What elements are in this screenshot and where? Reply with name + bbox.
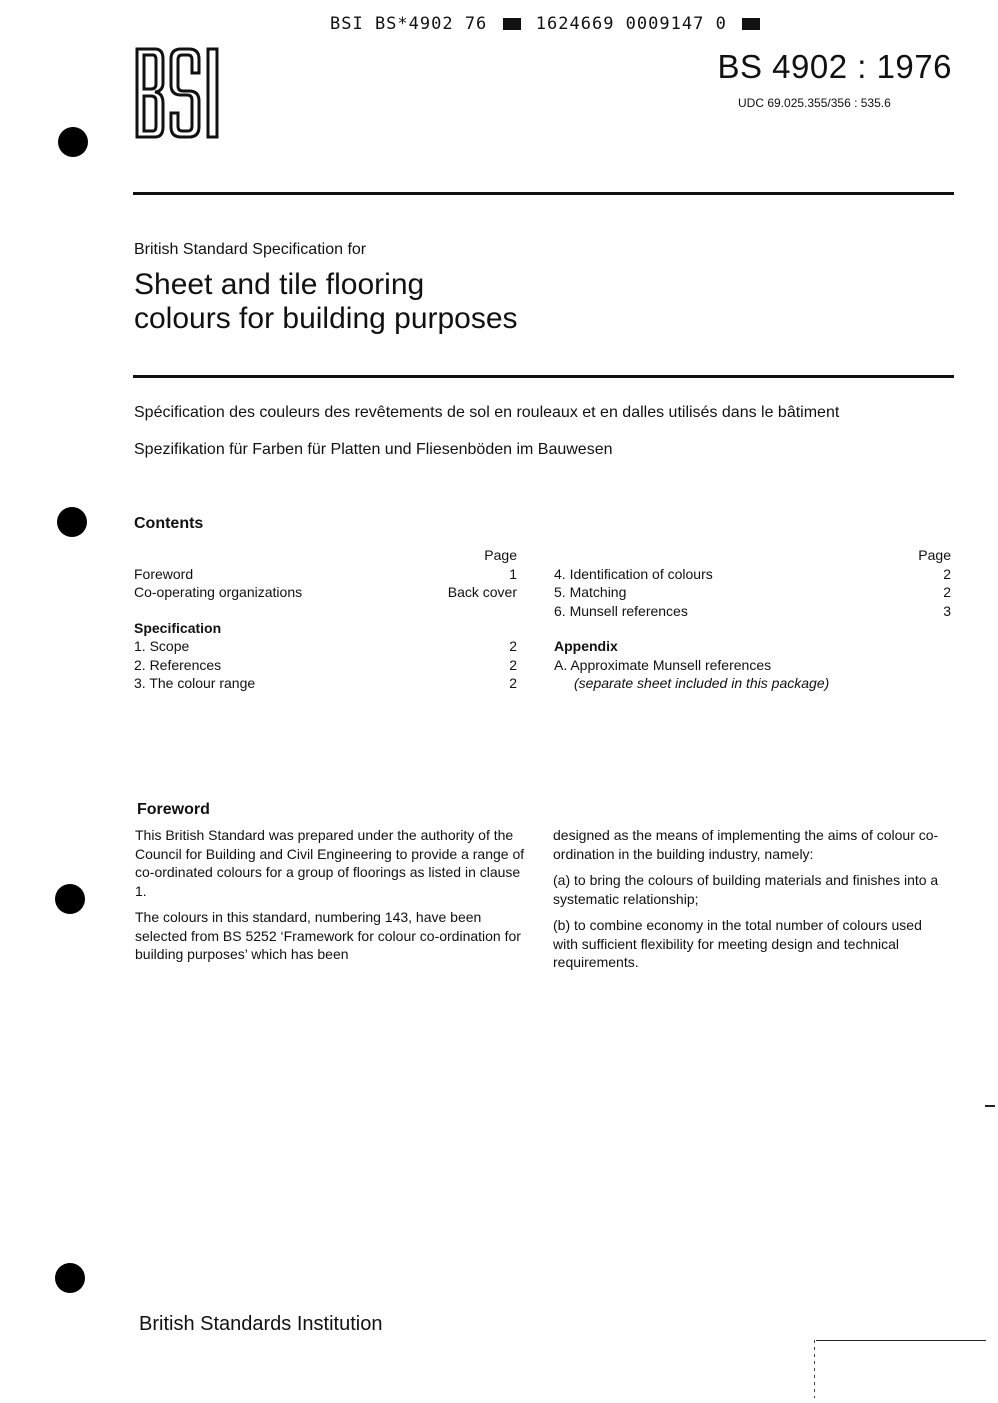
redaction-block [742, 18, 760, 30]
toc-entry [134, 637, 517, 656]
page-label: Page [484, 547, 517, 563]
title-line-2: colours for building purposes [134, 302, 518, 335]
punch-hole [58, 127, 88, 157]
punch-hole [55, 884, 85, 914]
toc-entry [134, 674, 517, 693]
toc-entry-page: 2 [943, 565, 951, 582]
foreword-right-column [553, 826, 945, 980]
french-title: Spécification des couleurs des revêtements de sol en rouleaux et en dalles utilisés dans le bâtiment [134, 404, 840, 421]
foreword-paragraph: The colours in this standard, numbering 143, have been selected from BS 5252 ‘Framework for colour co-ordination for building purposes’ which has been [135, 909, 521, 962]
toc-entry-label: Co-operating organizations [134, 584, 303, 600]
punch-hole [55, 1263, 85, 1293]
udc-code: UDC 69.025.355/356 : 535.6 [738, 96, 891, 110]
german-title: Spezifikation für Farben für Platten und Fliesenböden im Bauwesen [134, 441, 613, 458]
code-middle: 1624669 0009147 [535, 14, 705, 34]
scan-line [985, 1105, 995, 1107]
toc-entry-label: 1. Scope [134, 638, 190, 654]
standard-number: BS 4902 : 1976 [717, 48, 952, 85]
appendix-heading: Appendix [554, 638, 618, 654]
toc-entry-label: 5. Matching [554, 584, 627, 600]
publisher-name: British Standards Institution [139, 1313, 383, 1335]
contents-right-column [554, 546, 951, 693]
toc-entry-page: 3 [943, 602, 951, 619]
toc-entry-page: 1 [509, 565, 517, 582]
page-label: Page [918, 547, 951, 563]
toc-entry [554, 565, 951, 584]
toc-entry-label: 4. Identification of colours [554, 565, 713, 582]
title-line-1: Sheet and tile flooring [134, 268, 425, 301]
subtitle: British Standard Specification for [134, 241, 367, 258]
foreword-paragraph: designed as the means of implementing the aims of colour co-ordination in the building industry, namely: [553, 827, 939, 862]
toc-entry [134, 656, 517, 675]
punch-hole [57, 507, 87, 537]
bsi-logo [133, 45, 237, 141]
document-code-line [330, 14, 764, 34]
page-label-row [554, 546, 951, 565]
redaction-block [503, 18, 521, 30]
toc-entry [554, 602, 951, 621]
foreword-heading: Foreword [137, 801, 210, 818]
foreword-left-column [135, 826, 530, 972]
foreword-list-item: (a) to bring the colours of building materials and finishes into a systematic relationship; [553, 872, 939, 907]
page-label-row [134, 546, 517, 565]
toc-entry-label: Foreword [134, 565, 194, 582]
scan-line [814, 1340, 815, 1398]
toc-entry [134, 583, 517, 602]
toc-entry-label: 2. References [134, 656, 222, 673]
title-divider [133, 375, 954, 378]
code-suffix: 0 [715, 14, 727, 34]
toc-entry-page: Back cover [447, 584, 517, 600]
appendix-entry: A. Approximate Munsell references [554, 656, 772, 673]
toc-entry [554, 583, 951, 602]
toc-entry-page: 2 [509, 675, 517, 691]
contents-heading: Contents [134, 515, 204, 532]
code-prefix: BSI BS*4902 76 [330, 14, 488, 34]
toc-entry-page: 2 [509, 638, 517, 654]
toc-entry-label: 3. The colour range [134, 675, 256, 691]
contents-left-column [134, 546, 517, 693]
scan-line [816, 1340, 986, 1341]
toc-entry-page: 2 [943, 584, 951, 600]
specification-heading: Specification [134, 619, 222, 636]
toc-entry-page: 2 [509, 656, 517, 673]
toc-entry [134, 565, 517, 584]
toc-entry-label: 6. Munsell references [554, 602, 688, 619]
foreword-paragraph: This British Standard was prepared under the authority of the Council for Building and Civil Engineering to provide a range of co-ordinated colours for a group of floorings as listed in clause 1. [135, 827, 525, 899]
top-divider [133, 192, 954, 195]
page-title [134, 268, 518, 336]
appendix-note: (separate sheet included in this package) [574, 675, 830, 691]
foreword-list-item: (b) to combine economy in the total number of colours used with sufficient flexibility for meeting design and technical requirements. [553, 917, 922, 970]
